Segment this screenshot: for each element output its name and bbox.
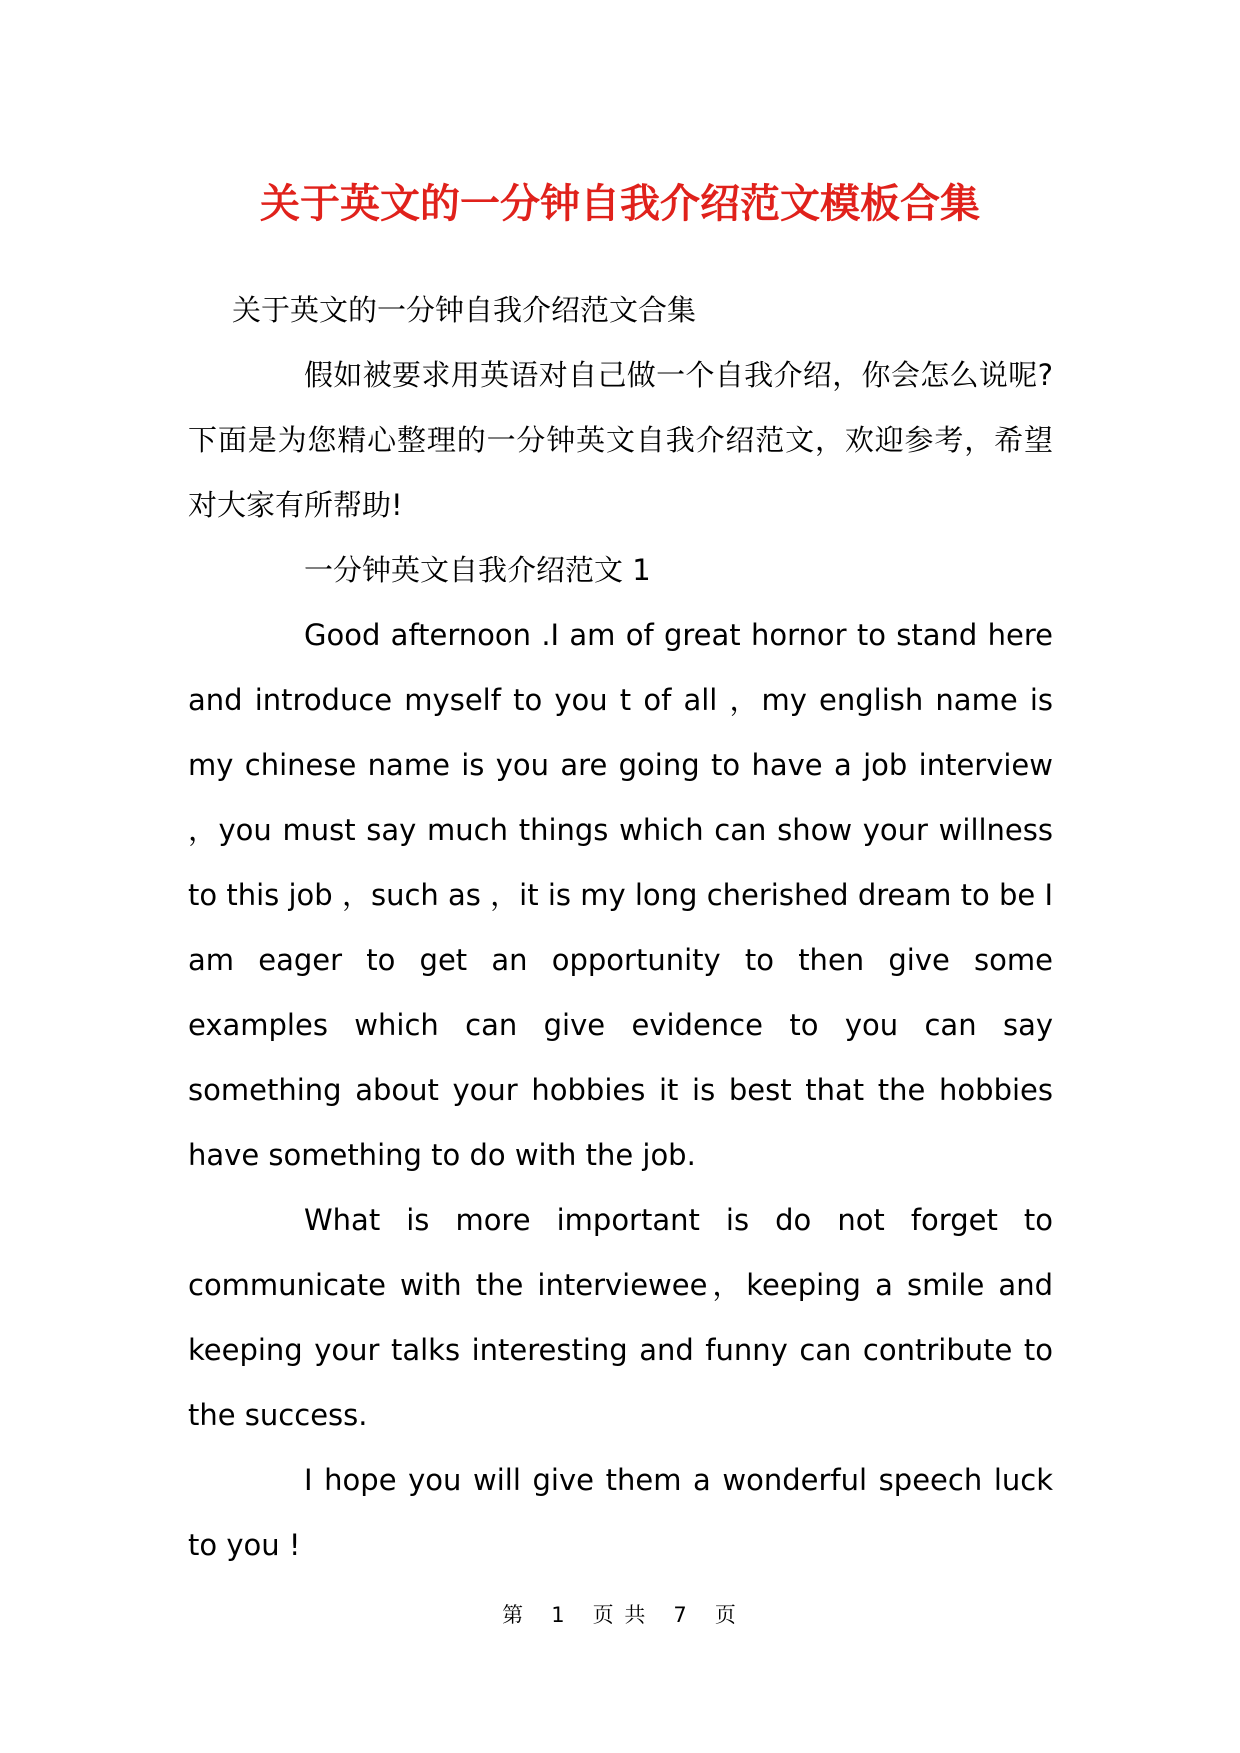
document-body [188,278,1053,1578]
intro-paragraph: 假如被要求用英语对自己做一个自我介绍，你会怎么说呢?下面是为您精心整理的一分钟英文自我介绍范文，欢迎参考，希望对大家有所帮助! [188,358,1053,522]
document-title: 关于英文的一分钟自我介绍范文模板合集 [260,181,980,227]
footer-prefix: 第 [502,1603,526,1627]
page-footer [0,1600,1240,1630]
section-heading: 一分钟英文自我介绍范文 1 [304,553,651,587]
body-paragraph-2: What is more important is do not forget to communicate with the interviewee，keeping a smile and keeping your talks interesting and funny can contribute to the success. [188,1203,1053,1432]
footer-page-total: 7 [673,1603,689,1627]
body-paragraph-1: Good afternoon .I am of great hornor to stand here and introduce myself to you t of all ，my english name is my chinese name is you are going to have a job interview ，you must say much things which can show your willness to this job ，such as ，it is my long cherished dream to be I am eager to get an opportunity to then give some examples which can give evidence to you can say something about your hobbies it is best that the hobbies have something to do with the job. [188,618,1053,1172]
footer-page-number: 1 [551,1603,567,1627]
footer-suffix: 页 [714,1603,738,1627]
footer-mid: 页 共 [592,1603,648,1627]
body-paragraph-3: I hope you will give them a wonderful speech luck to you ! [188,1463,1053,1562]
subtitle-line: 关于英文的一分钟自我介绍范文合集 [232,293,697,327]
